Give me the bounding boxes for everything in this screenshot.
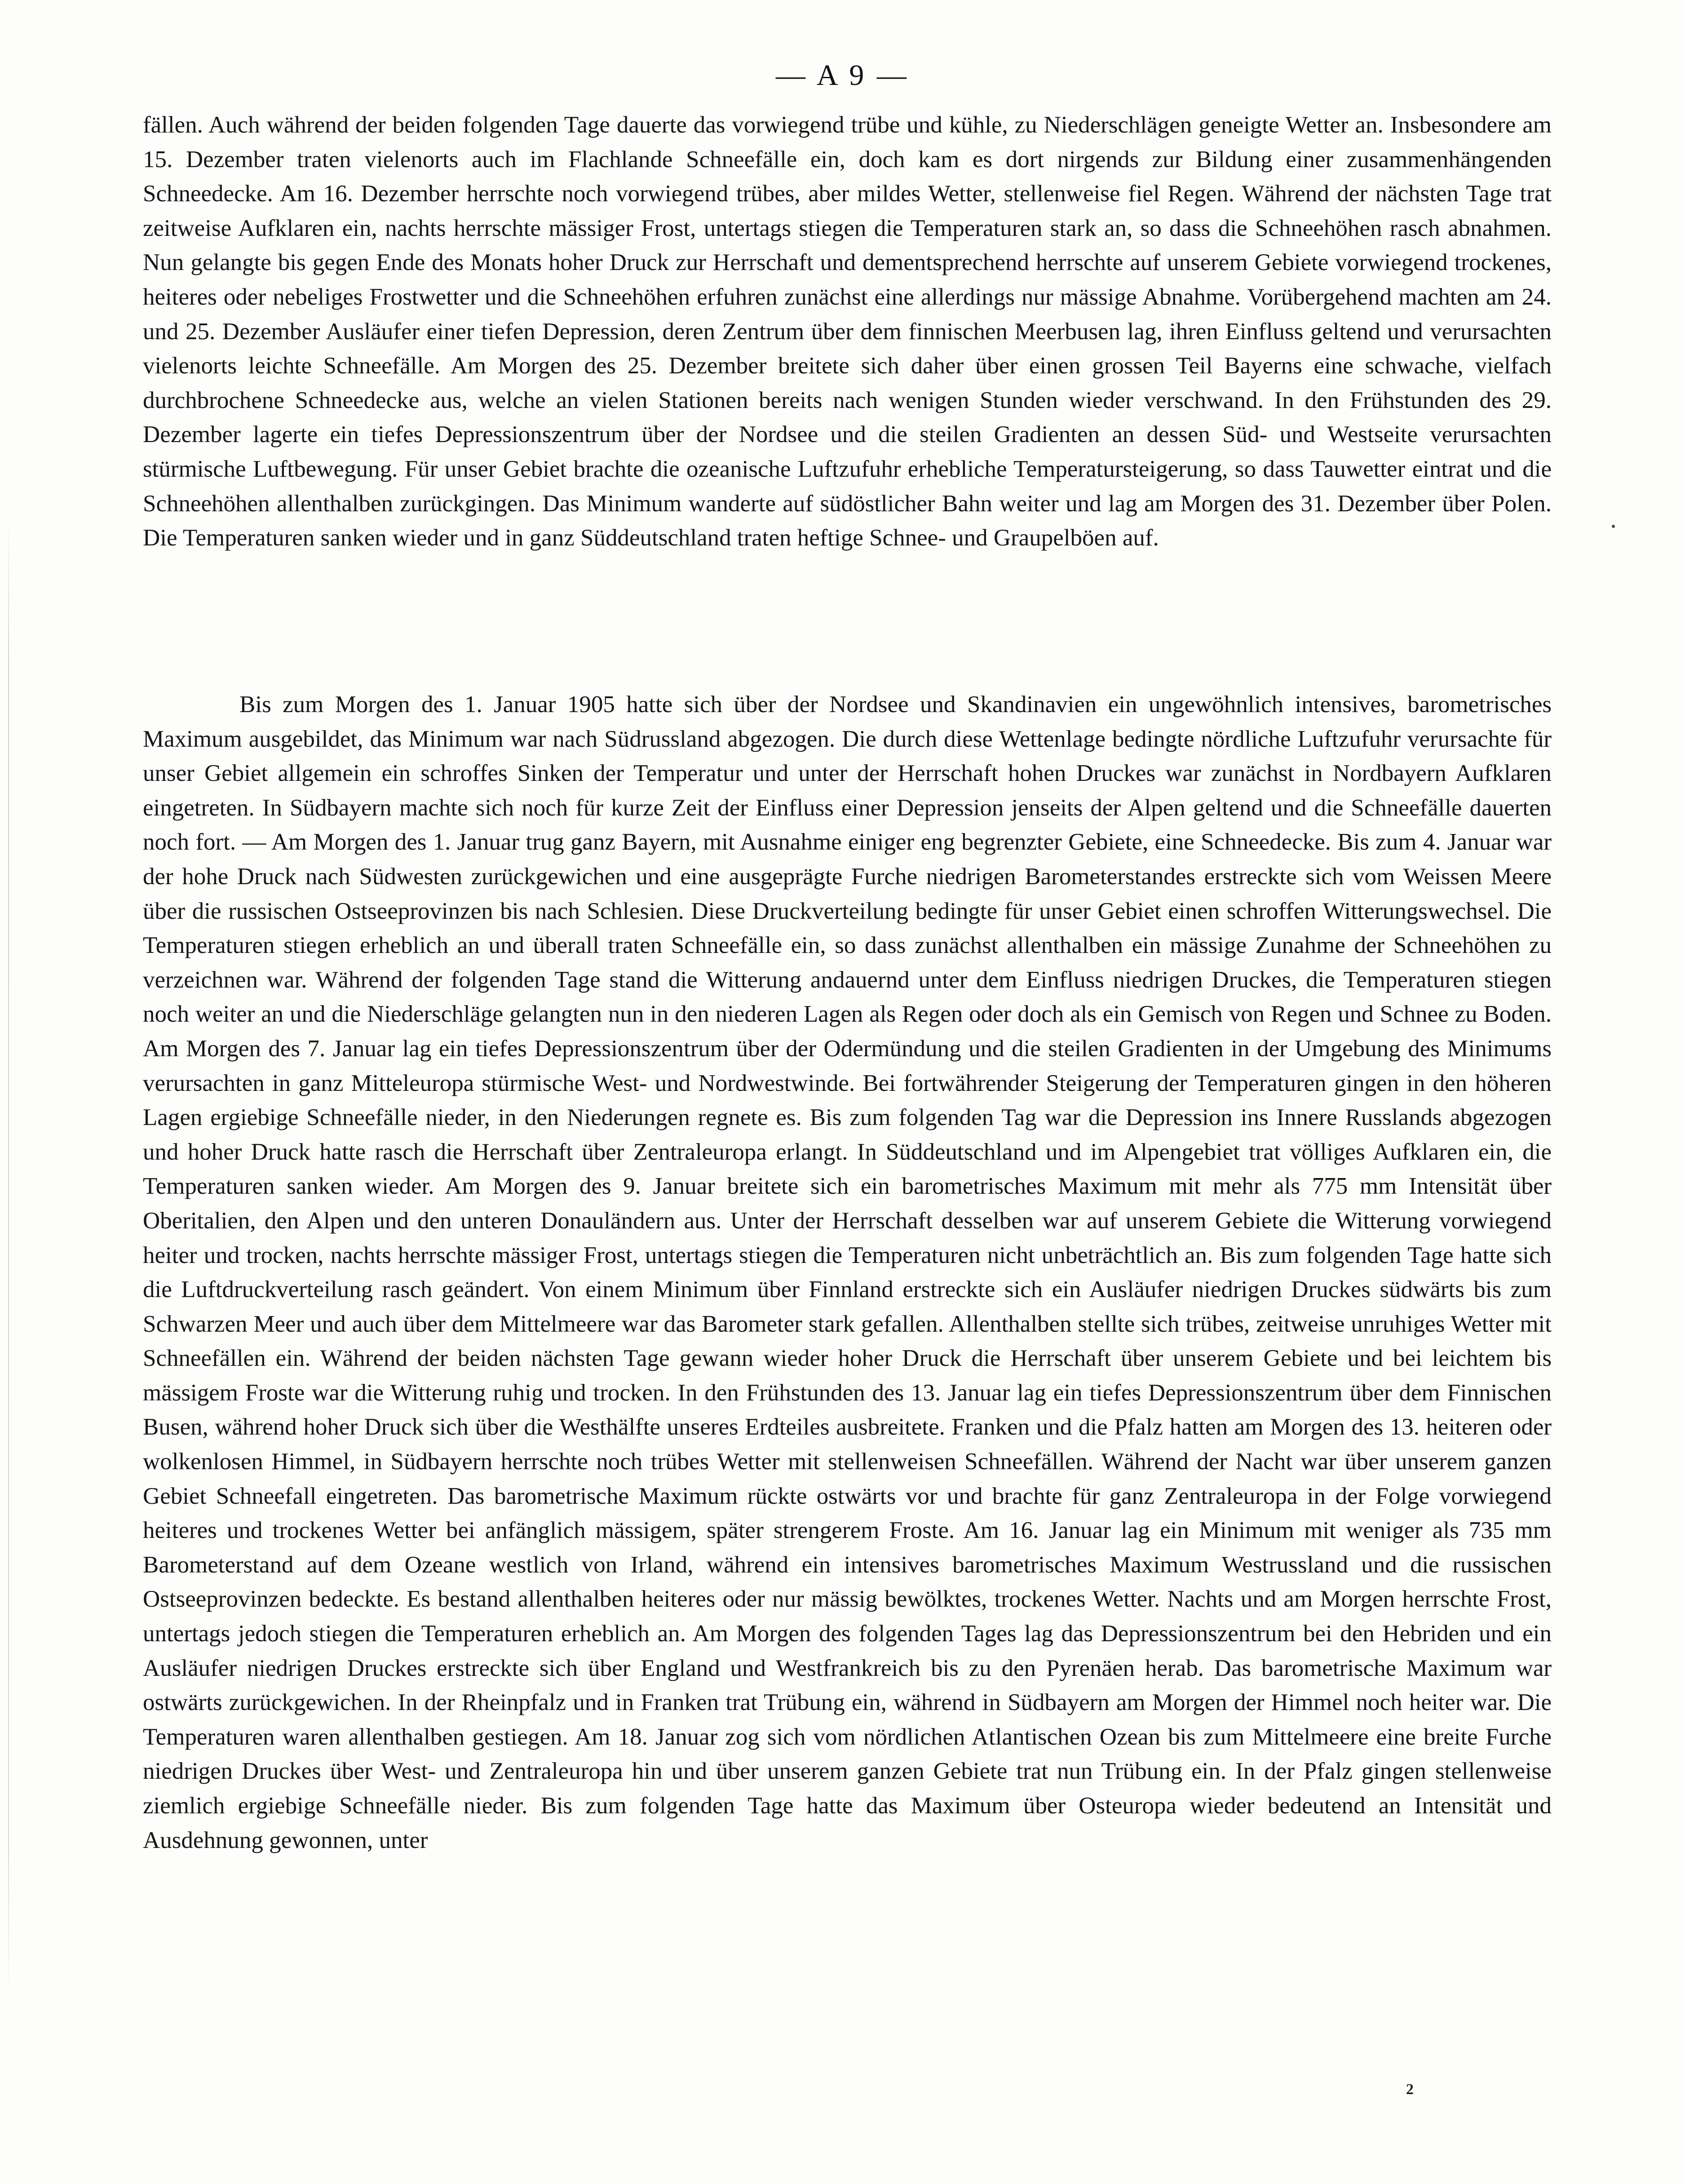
paragraph-january-1905: Bis zum Morgen des 1. Januar 1905 hatte sich über der Nordsee und Skandinavien ein ungewöhnlich intensives, barometrisches Maximum ausgebildet, das Minimum war nach Südrussland abgezogen. Die durch diese Wettenlage bedingte nördliche Luftzufuhr verursachte für unser Gebiet allgemein ein schroffes Sinken der Temperatur und unter der Herrschaft hohen Druckes war zunächst in Nordbayern Aufklaren eingetreten. In Südbayern machte sich noch für kurze Zeit der Einfluss einer Depression jenseits der Alpen geltend und die Schneefälle dauerten noch fort. — Am Morgen des 1. Januar trug ganz Bayern, mit Ausnahme einiger eng begrenzter Gebiete, eine Schneedecke. Bis zum 4. Januar war der hohe Druck nach Südwesten zurückgewichen und eine ausgeprägte Furche niedrigen Barometerstandes erstreckte sich vom Weissen Meere über die russischen Ostseeprovinzen bis nach Schlesien. Diese Druckverteilung bedingte für unser Gebiet einen schroffen Witterungswechsel. Die Temperaturen stiegen erheblich an und überall traten Schneefälle ein, so dass zunächst allenthalben ein mässige Zunahme der Schneehöhen zu verzeichnen war. Während der folgenden Tage stand die Witterung andauernd unter dem Einfluss niedrigen Druckes, die Temperaturen stiegen noch weiter an und die Niederschläge gelangten nun in den niederen Lagen als Regen oder doch als ein Gemisch von Regen und Schnee zu Boden. Am Morgen des 7. Januar lag ein tiefes Depressionszentrum über der Odermündung und die steilen Gradienten in der Umgebung des Minimums verursachten in ganz Mitteleuropa stürmische West- und Nordwestwinde. Bei fortwährender Steigerung der Temperaturen gingen in den höheren Lagen ergiebige Schneefälle nieder, in den Niederungen regnete es. Bis zum folgenden Tag war die Depression ins Innere Russlands abgezogen und hoher Druck hatte rasch die Herrschaft über Zentraleuropa erlangt. In Süddeutschland und im Alpengebiet trat völliges Aufklaren ein, die Temperaturen sanken wieder. Am Morgen des 9. Januar breitete sich ein barometrisches Maximum mit mehr als 775 mm Intensität über Oberitalien, den Alpen und den unteren Donauländern aus. Unter der Herrschaft desselben war auf unserem Gebiete die Witterung vorwiegend heiter und trocken, nachts herrschte mässiger Frost, untertags stiegen die Temperaturen nicht unbeträchtlich an. Bis zum folgenden Tage hatte sich die Luftdruckverteilung rasch geändert. Von einem Minimum über Finnland erstreckte sich ein Ausläufer niedrigen Druckes südwärts bis zum Schwarzen Meer und auch über dem Mittelmeere war das Barometer stark gefallen. Allenthalben stellte sich trübes, zeitweise unruhiges Wetter mit Schneefällen ein. Während der beiden nächsten Tage gewann wieder hoher Druck die Herrschaft über unserem Gebiete und bei leichtem bis mässigem Froste war die Witterung ruhig und trocken. In den Frühstunden des 13. Januar lag ein tiefes Depressionszentrum über dem Finnischen Busen, während hoher Druck sich über die Westhälfte unseres Erdteiles ausbreitete. Franken und die Pfalz hatten am Morgen des 13. heiteren oder wolkenlosen Himmel, in Südbayern herrschte noch trübes Wetter mit stellenweisen Schneefällen. Während der Nacht war über unserem ganzen Gebiet Schneefall eingetreten. Das barometrische Maximum rückte ostwärts vor und brachte für ganz Zentraleuropa in der Folge vorwiegend heiteres und trockenes Wetter bei anfänglich mässigem, später strengerem Froste. Am 16. Januar lag ein Minimum mit weniger als 735 mm Barometerstand auf dem Ozeane westlich von Irland, während ein intensives barometrisches Maximum Westrussland und die russischen Ostseeprovinzen bedeckte. Es bestand allenthalben heiteres oder nur mässig bewölktes, trockenes Wetter. Nachts und am Morgen herrschte Frost, untertags jedoch stiegen die Temperaturen erheblich an. Am Morgen des folgenden Tages lag das Depressionszentrum bei den Hebriden und ein Ausläufer niedrigen Druckes erstreckte sich über England und Westfrankreich bis zu den Pyrenäen herab. Das barometrische Maximum war ostwärts zurückgewichen. In der Rheinpfalz und in Franken trat Trübung ein, während in Südbayern am Morgen der Himmel noch heiter war. Die Temperaturen waren allenthalben gestiegen. Am 18. Januar zog sich vom nördlichen Atlantischen Ozean bis zum Mittelmeere eine breite Furche niedrigen Druckes über West- und Zentraleuropa hin und über unserem ganzen Gebiete trat nun Trübung ein. In der Pfalz gingen stellenweise ziemlich ergiebige Schneefälle nieder. Bis zum folgenden Tage hatte das Maximum über Osteuropa wieder bedeutend an Intensität und Ausdehnung gewonnen, unter xyxy=(143,691,1552,1853)
scan-binding-shadow xyxy=(8,517,9,1999)
margin-speck xyxy=(1612,525,1615,528)
page-header: — A 9 — xyxy=(776,59,909,92)
sheet-number: 2 xyxy=(1406,2081,1414,2098)
paragraph-continuation: fällen. Auch während der beiden folgenden Tage dauerte das vorwiegend trübe und kühle, zu Niederschlägen geneigte Wetter an. Insbesondere am 15. Dezember traten vielenorts auch im Flachlande Schneefälle ein, doch kam es dort nirgends zur Bildung einer zusammenhängenden Schneedecke. Am 16. Dezember herrschte noch vorwiegend trübes, aber mildes Wetter, stellenweise fiel Regen. Während der nächsten Tage trat zeitweise Aufklaren ein, nachts herrschte mässiger Frost, untertags stiegen die Temperaturen stark an, so dass die Schneehöhen rasch abnahmen. Nun gelangte bis gegen Ende des Monats hoher Druck zur Herrschaft und dementsprechend herrschte auf unserem Gebiete vorwiegend trockenes, heiteres oder nebeliges Frostwetter und die Schneehöhen erfuhren zunächst eine allerdings nur mässige Abnahme. Vorübergehend machten am 24. und 25. Dezember Ausläufer einer tiefen Depression, deren Zentrum über dem finnischen Meerbusen lag, ihren Einfluss geltend und verursachten vielenorts leichte Schneefälle. Am Morgen des 25. Dezember breitete sich daher über einen grossen Teil Bayerns eine schwache, vielfach durchbrochene Schneedecke aus, welche an vielen Stationen bereits nach wenigen Stunden wieder verschwand. In den Frühstunden des 29. Dezember lagerte ein tiefes Depressionszentrum über der Nordsee und die steilen Gradienten an dessen Süd- und Westseite verursachten stürmische Luftbewegung. Für unser Gebiet brachte die ozeanische Luftzufuhr erhebliche Temperatursteigerung, so dass Tauwetter eintrat und die Schneehöhen allenthalben zurückgingen. Das Minimum wanderte auf südöstlicher Bahn weiter und lag am Morgen des 31. Dezember über Polen. Die Temperaturen sanken wieder und in ganz Süddeutschland traten heftige Schnee- und Graupelböen auf. xyxy=(143,112,1552,551)
